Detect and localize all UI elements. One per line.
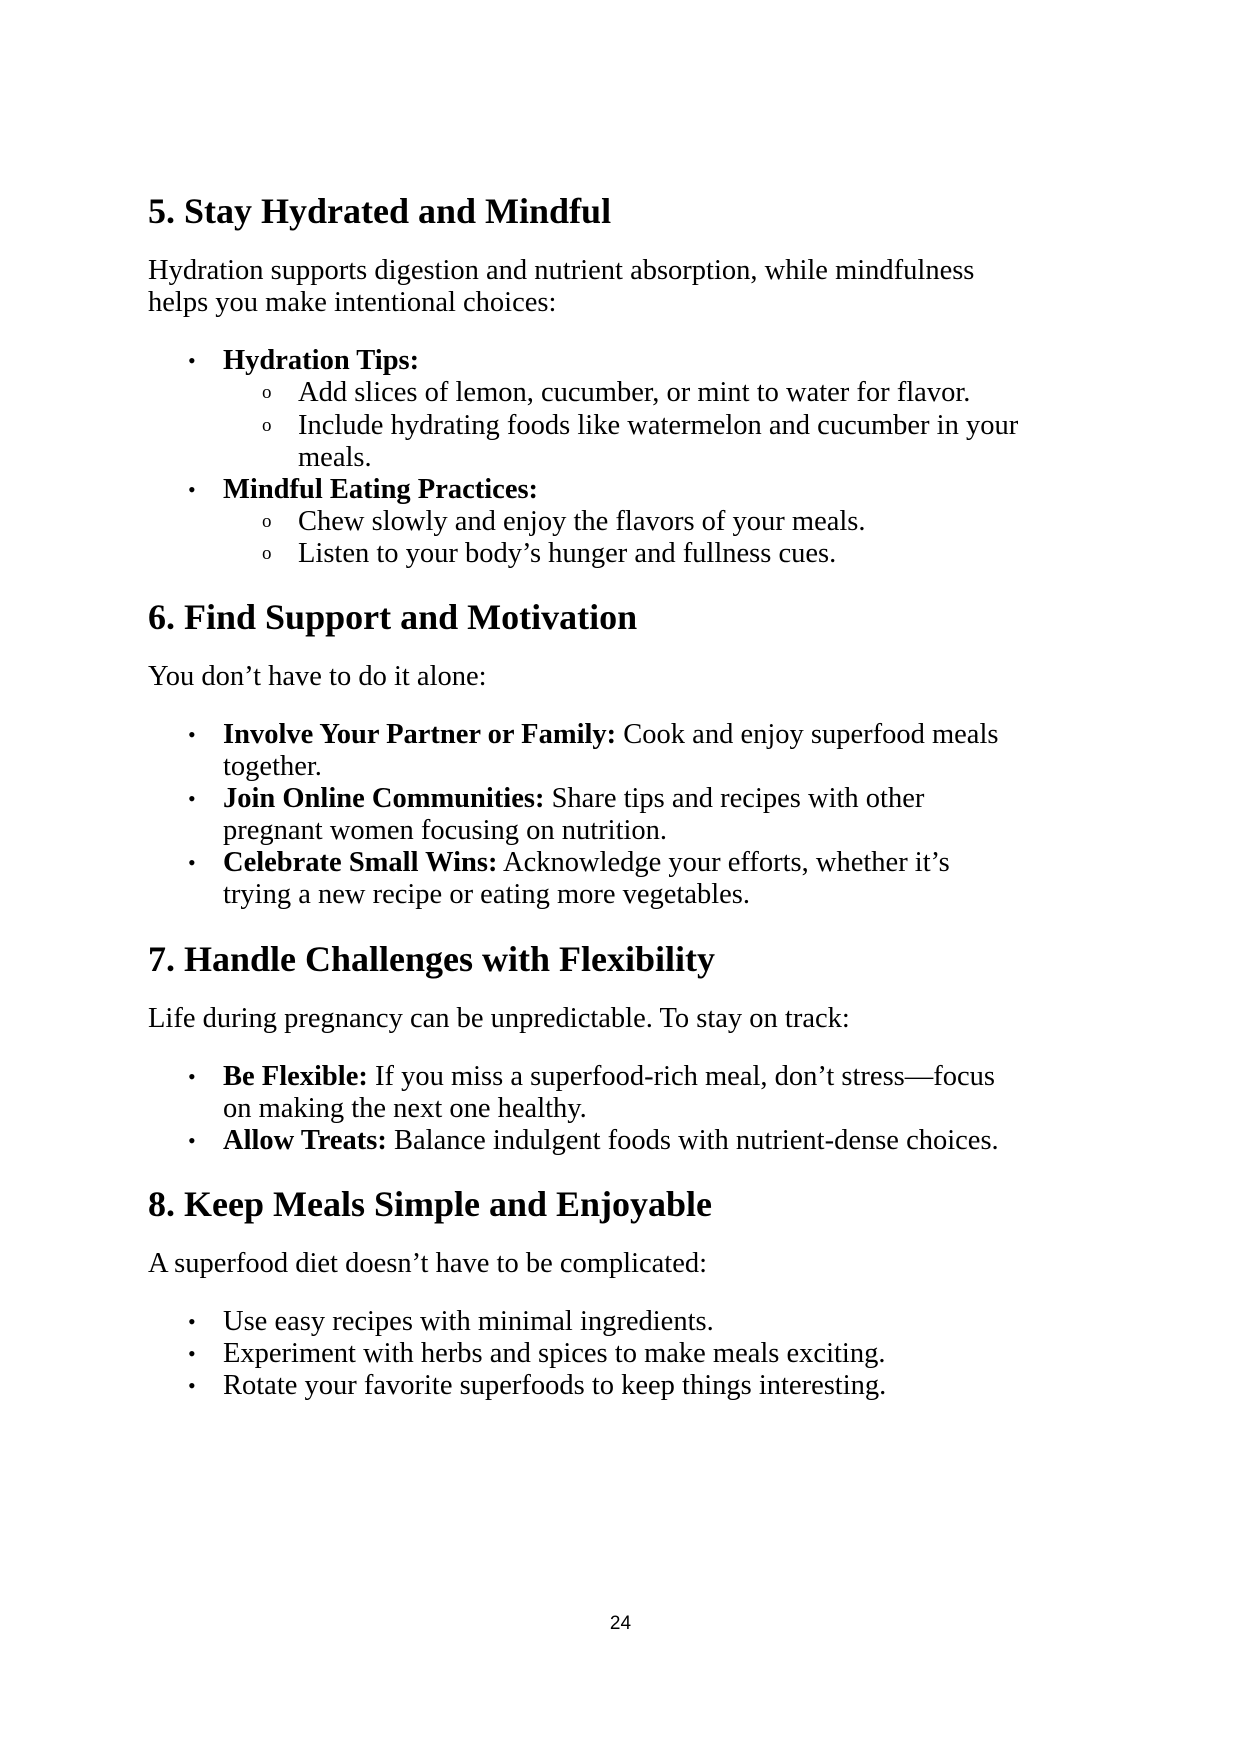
sub-bullet-marker: o [262,543,272,564]
list-item [223,472,538,508]
list-item [223,717,998,753]
list-item-label: Be Flexible: [223,1061,368,1092]
bullet-marker: • [188,850,196,875]
list-item-label: Involve Your Partner or Family: [223,719,617,750]
sub-list-item: Add slices of lemon, cucumber, or mint to water for flavor. [298,377,971,408]
bullet-marker: • [188,1341,196,1366]
section-intro: You don’t have to do it alone: [148,661,487,692]
sub-list-item: Include hydrating foods like watermelon and cucumber in your [298,410,1019,441]
bullet-marker: • [188,1309,196,1334]
sub-list-item: Listen to your body’s hunger and fullness cues. [298,538,837,569]
list-item [223,845,950,881]
list-item: Rotate your favorite superfoods to keep things interesting. [223,1370,887,1401]
list-item-continued: on making the next one healthy. [223,1093,587,1124]
page-number: 24 [609,1613,632,1634]
bullet-marker: • [188,722,196,747]
section-intro: Life during pregnancy can be unpredictable. To stay on track: [148,1003,850,1034]
list-item-label: Join Online Communities: [223,783,545,814]
list-item-text: Share tips and recipes with other [544,783,925,814]
list-item-label: Mindful Eating Practices: [223,474,539,505]
list-item-continued: pregnant women focusing on nutrition. [223,815,668,846]
list-item-text: Cook and enjoy superfood meals [616,719,999,750]
list-item: Experiment with herbs and spices to make meals exciting. [223,1338,886,1369]
section-heading: 5. Stay Hydrated and Mindful [148,191,612,231]
list-item [223,1059,995,1095]
bullet-marker: • [188,477,196,502]
bullet-marker: • [188,1064,196,1089]
section-heading: 8. Keep Meals Simple and Enjoyable [148,1184,713,1224]
section-heading: 6. Find Support and Motivation [148,597,638,637]
list-item [223,1123,999,1159]
sub-bullet-marker: o [262,511,272,532]
list-item [223,781,924,817]
list-item-text: Acknowledge your efforts, whether it’s [497,847,950,878]
bullet-marker: • [188,1373,196,1398]
section-intro: helps you make intentional choices: [148,287,557,318]
sub-bullet-marker: o [262,415,272,436]
list-item-label: Hydration Tips: [223,345,420,376]
list-item [223,343,419,379]
list-item-text: If you miss a superfood-rich meal, don’t stress—focus [367,1061,995,1092]
list-item: Use easy recipes with minimal ingredients. [223,1306,714,1337]
sub-list-item: Chew slowly and enjoy the flavors of your meals. [298,506,866,537]
section-heading: 7. Handle Challenges with Flexibility [148,939,716,979]
bullet-marker: • [188,348,196,373]
section-intro: Hydration supports digestion and nutrient absorption, while mindfulness [148,255,975,286]
bullet-marker: • [188,786,196,811]
list-item-label: Celebrate Small Wins: [223,847,498,878]
sub-bullet-marker: o [262,382,272,403]
sub-list-item-continued: meals. [298,442,372,473]
bullet-marker: • [188,1128,196,1153]
list-item-label: Allow Treats: [223,1125,387,1156]
list-item-continued: trying a new recipe or eating more vegetables. [223,879,751,910]
list-item-text: Balance indulgent foods with nutrient-dense choices. [386,1125,999,1156]
list-item-continued: together. [223,751,322,782]
section-intro: A superfood diet doesn’t have to be complicated: [148,1248,708,1279]
